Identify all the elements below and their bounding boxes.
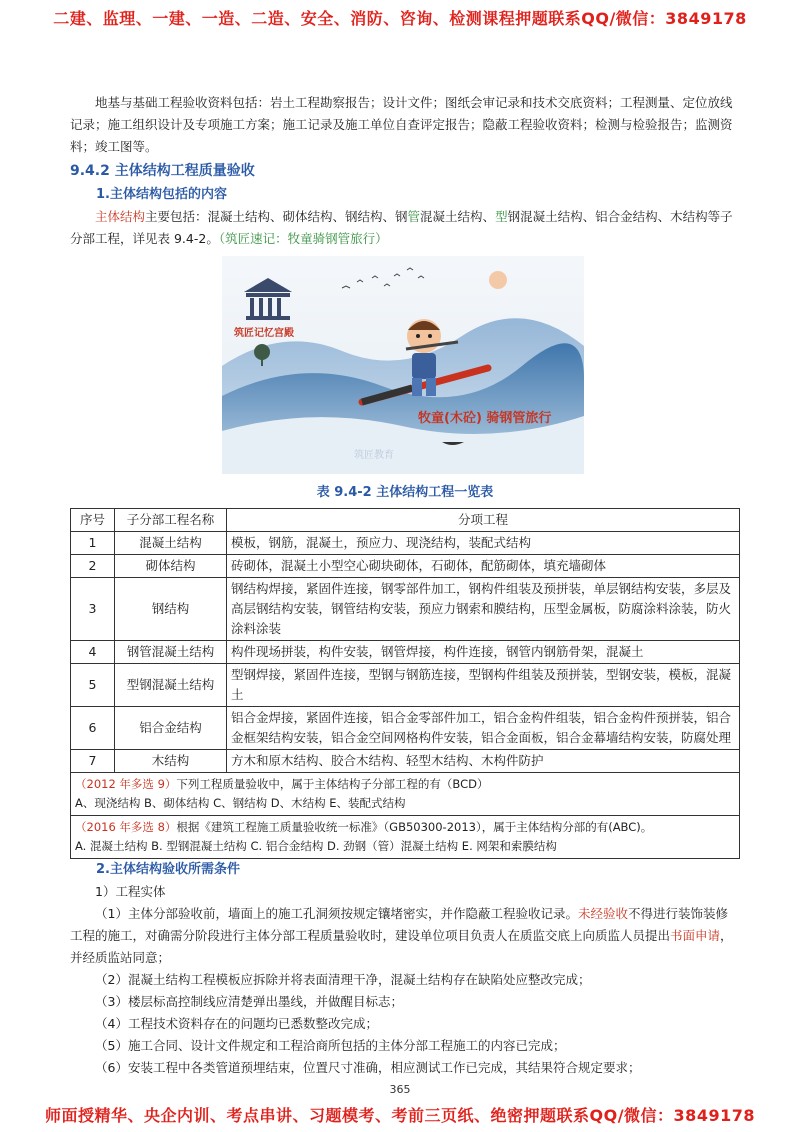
row-items: 型钢焊接，紧固件连接，型钢与钢筋连接，型钢构件组装及预拼装，型钢安装，模板，混凝土 <box>227 664 740 707</box>
exam-options: A. 混凝土结构 B. 型钢混凝土结构 C. 铝合金结构 D. 劲钢（管）混凝土结构 E. 网架和索膜结构 <box>75 839 557 853</box>
condition-4: （4）工程技术资料存在的问题均已悉数整改完成； <box>95 1016 378 1031</box>
exam-question-line <box>75 818 735 837</box>
brand-watermark: 筑匠教育 <box>354 450 394 461</box>
exam-question-text: 下列工程质量验收中，属于主体结构子分部工程的有（BCD） <box>176 777 489 791</box>
keyword-guan: 管 <box>407 209 421 224</box>
row-no: 5 <box>71 664 115 707</box>
table-row <box>71 750 740 773</box>
row-items: 钢结构焊接，紧固件连接，钢零部件加工，钢构件组装及预拼装，单层钢结构安装，多层及高层钢结构安装，钢管结构安装，预应力钢索和膜结构，压型金属板，防腐涂料涂装，防火涂料涂装 <box>227 578 740 641</box>
exam-question-text: 根据《建筑工程施工质量验收统一标准》（GB50300-2013），属于主体结构分部的有(ABC)。 <box>176 820 653 834</box>
section-title: 9.4.2 主体结构工程质量验收 <box>70 163 255 179</box>
row-name: 铝合金结构 <box>115 707 227 750</box>
table-header-row <box>71 509 740 532</box>
table-row <box>71 532 740 555</box>
exam-options: A、现浇结构 B、砌体结构 C、钢结构 D、木结构 E、装配式结构 <box>75 796 406 810</box>
subsection-1-title: 1.主体结构包括的内容 <box>96 187 227 202</box>
row-name: 砌体结构 <box>115 555 227 578</box>
row-name: 型钢混凝土结构 <box>115 664 227 707</box>
row-items: 模板，钢筋，混凝土，预应力、现浇结构，装配式结构 <box>227 532 740 555</box>
illustration-slogan: 牧童(木砼) 骑钢管旅行 <box>418 411 552 426</box>
row-no: 2 <box>71 555 115 578</box>
table-row <box>71 641 740 664</box>
paragraph-text: 主要包括：混凝土结构、砌体结构、钢结构、钢 <box>145 209 408 224</box>
condition-text: 不得进行装饰装修工程的施工，对确需分阶段进行主体分部工程质量验收时，建设单位项目负责人在质监交底上向质监人员提出 <box>70 906 728 943</box>
condition-5: （5）施工合同、设计文件规定和工程洽商所包括的主体分部工程施工的内容已完成； <box>95 1038 566 1053</box>
row-name: 钢结构 <box>115 578 227 641</box>
condition-2: （2）混凝土结构工程模板应拆除并将表面清理干净，混凝土结构存在缺陷处应整改完成； <box>95 972 591 987</box>
page-number: 365 <box>389 1083 411 1096</box>
row-name: 木结构 <box>115 750 227 773</box>
exam-question-line <box>75 775 735 794</box>
condition-text: （1）主体分部验收前，墙面上的施工孔洞须按规定镶堵密实，并作隐蔽工程验收记录。 <box>95 906 578 921</box>
keyword-main-structure: 主体结构 <box>95 209 146 224</box>
row-items: 砖砌体，混凝土小型空心砌块砌体，石砌体，配筋砌体，填充墙砌体 <box>227 555 740 578</box>
header-subdivision: 子分部工程名称 <box>115 509 227 532</box>
table-caption: 表 9.4-2 主体结构工程一览表 <box>316 485 494 500</box>
table-row <box>71 707 740 750</box>
condition-text: ，并经质监站同意； <box>70 928 733 965</box>
header-items: 分项工程 <box>227 509 740 532</box>
landscape-drawing <box>222 256 584 474</box>
keyword-not-accepted: 未经验收 <box>577 906 628 921</box>
document-page <box>70 92 740 1079</box>
exam-question-2016 <box>70 816 740 859</box>
row-name: 混凝土结构 <box>115 532 227 555</box>
top-contact-banner: 二建、监理、一建、一造、二造、安全、消防、咨询、检测课程押题联系QQ/微信：3849178 <box>53 9 747 28</box>
temple-label: 筑匠记忆宫殿 <box>234 328 294 339</box>
row-no: 7 <box>71 750 115 773</box>
paragraph-text: 混凝土结构、 <box>420 209 496 224</box>
table-row <box>71 555 740 578</box>
condition-3: （3）楼层标高控制线应清楚弹出墨线，并做醒目标志； <box>95 994 403 1009</box>
condition-1 <box>70 903 740 969</box>
row-items: 铝合金焊接，紧固件连接，铝合金零部件加工，铝合金构件组装，铝合金构件预拼装，铝合金框架结构安装，铝合金空间网格构件安装，铝合金面板，铝合金幕墙结构安装，防腐处理 <box>227 707 740 750</box>
birds <box>342 268 424 288</box>
row-name: 钢管混凝土结构 <box>115 641 227 664</box>
row-no: 6 <box>71 707 115 750</box>
table-row <box>71 578 740 641</box>
mnemonic-note: （筑匠速记：牧童骑钢管旅行） <box>218 231 388 246</box>
paragraph-text: 钢混凝土结构、铝合金结构、木结构等子分部工程，详见表 9.4-2。 <box>70 209 733 246</box>
mnemonic-illustration <box>222 256 584 474</box>
table-row <box>71 664 740 707</box>
structure-table <box>70 508 740 773</box>
condition-6: （6）安装工程中各类管道预埋结束，位置尺寸准确，相应测试工作已完成，其结果符合规定要求； <box>95 1060 641 1075</box>
sub-item-title: 1）工程实体 <box>95 884 166 899</box>
row-items: 方木和原木结构、胶合木结构、轻型木结构、木构件防护 <box>227 750 740 773</box>
header-no: 序号 <box>71 509 115 532</box>
intro-paragraph: 地基与基础工程验收资料包括：岩土工程勘察报告；设计文件；图纸会审记录和技术交底资料；工程测量、定位放线记录；施工组织设计及专项施工方案；施工记录及施工单位自查评定报告；隐蔽工程验收资料；检测与检验报告；监测资料；竣工图等。 <box>70 95 733 154</box>
row-no: 1 <box>71 532 115 555</box>
keyword-written-application: 书面申请 <box>670 928 721 943</box>
keyword-xing: 型 <box>495 209 508 224</box>
exam-tag: （2012 年多选 9） <box>75 777 177 791</box>
exam-tag: （2016 年多选 8） <box>75 820 177 834</box>
exam-question-2012 <box>70 773 740 816</box>
main-structure-paragraph <box>70 206 740 250</box>
bottom-contact-banner: 师面授精华、央企内训、考点串讲、习题模考、考前三页纸、绝密押题联系QQ/微信：3849178 <box>45 1106 755 1125</box>
temple-icon <box>244 278 292 320</box>
row-items: 构件现场拼装，构件安装，钢管焊接，构件连接，钢管内钢筋骨架，混凝土 <box>227 641 740 664</box>
row-no: 4 <box>71 641 115 664</box>
row-no: 3 <box>71 578 115 641</box>
subsection-2-title: 2.主体结构验收所需条件 <box>96 862 240 877</box>
